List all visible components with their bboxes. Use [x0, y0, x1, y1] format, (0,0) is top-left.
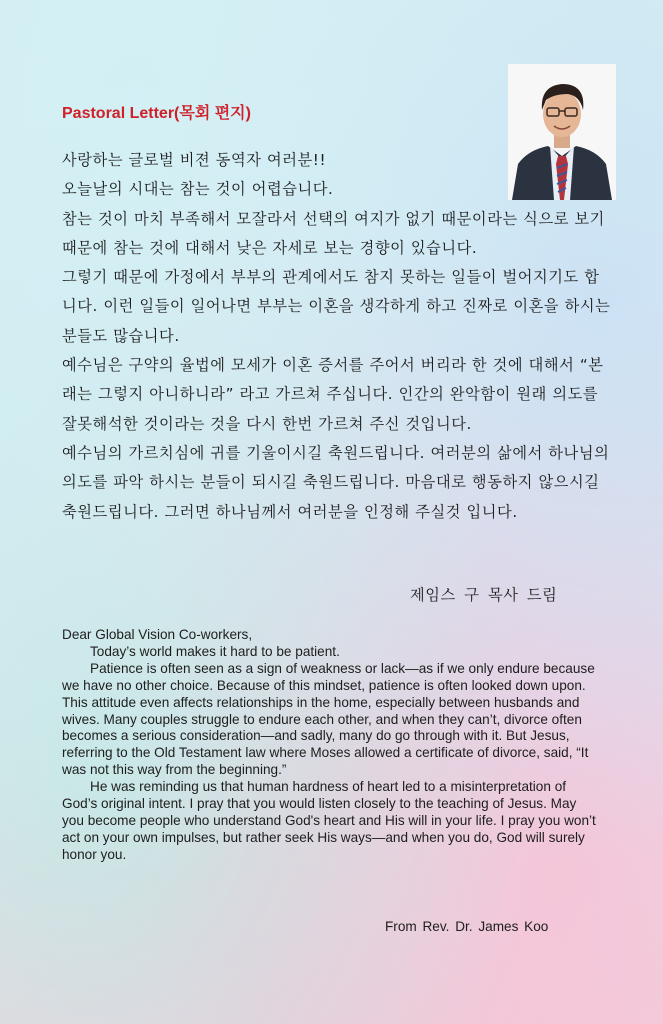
- korean-paragraph: 예수님의 가르치심에 귀를 기울이시길 축원드립니다. 여러분의 삶에서 하나님의 의도를 파악 하시는 분들이 되시길 축원드립니다. 마음대로 행동하지 않으시길 축원드립니다. 그러면 하나님께서 여러분을 인정해 주실것 입니다.: [62, 443, 610, 521]
- english-greeting: Dear Global Vision Co-workers,: [62, 627, 253, 642]
- page-title: Pastoral Letter(목회 편지): [62, 105, 251, 122]
- korean-paragraph: 그렇기 때문에 가정에서 부부의 관계에서도 참지 못하는 일들이 벌어지기도 합니다. 이런 일들이 일어나면 부부는 이혼을 생각하게 하고 진짜로 이혼을 하시는 분들도 많습니다.: [62, 268, 611, 345]
- korean-paragraph: 사랑하는 글로벌 비젼 동역자 여러분!!: [62, 151, 327, 169]
- korean-paragraph: 예수님은 구약의 율법에 모세가 이혼 증서를 주어서 버리라 한 것에 대해서 “본래는 그렇지 아니하니라” 라고 가르쳐 주십니다. 인간의 완악함이 원래 의도를 잘못해석한 것이라는 것을 다시 한번 가르쳐 주신 것입니다.: [62, 356, 604, 433]
- korean-paragraph: 오늘날의 시대는 참는 것이 어렵습니다.: [62, 180, 334, 199]
- korean-paragraph: 참는 것이 마치 부족해서 모잘라서 선택의 여지가 없기 때문이라는 식으로 보기 때문에 참는 것에 대해서 낮은 자세로 보는 경향이 있습니다.: [62, 209, 605, 257]
- english-letter: [62, 627, 602, 864]
- english-paragraph: He was reminding us that human hardness of heart led to a misinterpretation of God’s original intent. I pray that you would listen closely to the teaching of Jesus. May you become people who understand God's heart and His will in your life. I pray you won’t act on your own impulses, but rather seek His ways—and when you do, God will surely honor you.: [62, 779, 596, 862]
- english-signature: From Rev. Dr. James Koo: [385, 919, 549, 934]
- english-paragraph: Today’s world makes it hard to be patient.: [90, 643, 340, 659]
- korean-signature: 제임스 구 목사 드림: [410, 586, 558, 604]
- korean-letter: [62, 146, 612, 527]
- english-paragraph: Patience is often seen as a sign of weakness or lack—as if we only endure because we have no other choice. Because of this mindset, patience is often looked down upon. This attitude even affects relationships in the home, especially between husbands and wives. Many couples struggle to endure each other, and when they can’t, divorce often becomes a serious consideration—and sadly, many do go through with it. But Jesus, referring to the Old Testament law where Moses allowed a certificate of divorce, said, “It was not this way from the beginning.”: [62, 660, 595, 778]
